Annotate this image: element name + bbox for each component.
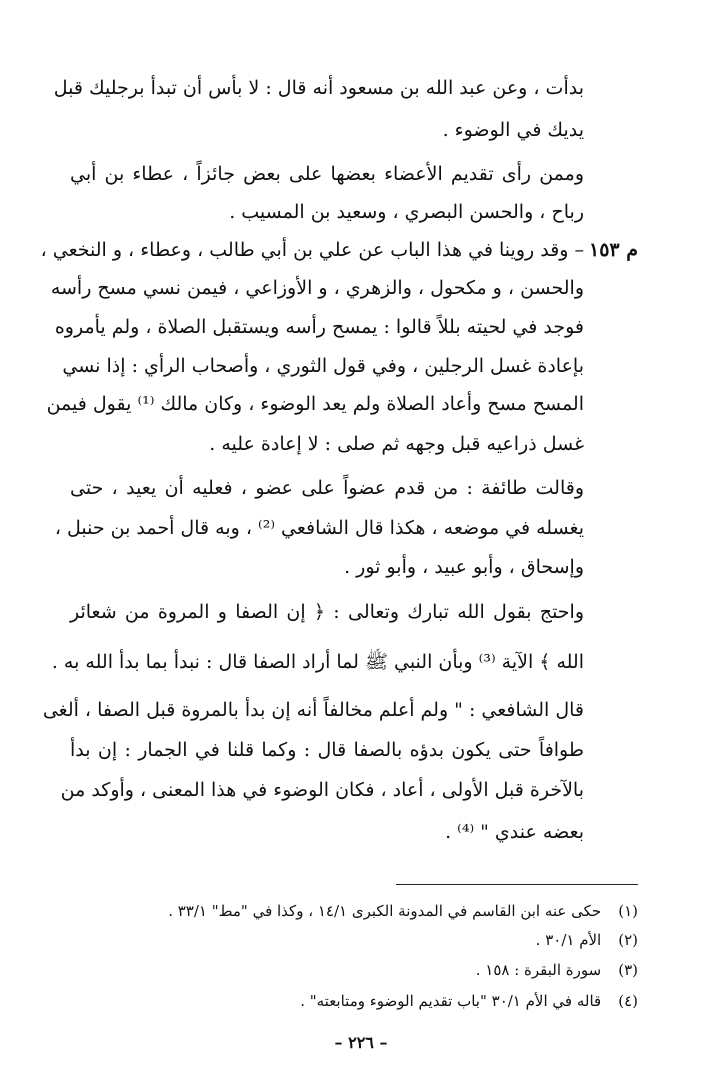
text-line: الله ﴾ الآية ⁽³⁾ وبأن النبي ﷺ لما أراد الصفا قال : نبدأ بما بدأ الله به . — [51, 651, 584, 673]
text-line: بدأت ، وعن عبد الله بن مسعود أنه قال : لا بأس أن تبدأ برجليك قبل — [53, 77, 584, 99]
text-line: – وقد روينا في هذا الباب عن علي بن أبي طالب ، وعطاء ، و النخعي ، — [40, 239, 584, 261]
text-line: بإعادة غسل الرجلين ، وفي قول الثوري ، وأصحاب الرأي : إذا نسي — [62, 355, 584, 377]
footnote-text: قاله في الأم ٣٠/١ "باب تقديم الوضوء ومتابعته" . — [300, 992, 602, 1010]
text-line: رباح ، والحسن البصري ، وسعيد بن المسيب . — [229, 201, 584, 223]
text-line: غسل ذراعيه قبل وجهه ثم صلى : لا إعادة عليه . — [209, 433, 584, 455]
footnote-text: الأم ٣٠/١ . — [535, 931, 602, 949]
text-line: وقالت طائفة : من قدم عضواً على عضو ، فعليه أن يعيد ، حتى — [70, 477, 584, 499]
section-marker: م ١٥٣ — [588, 239, 638, 261]
footnote-number: (٤) — [618, 992, 638, 1010]
text-line: المسح مسح وأعاد الصلاة ولم يعد الوضوء ، وكان مالك ⁽¹⁾ يقول فيمن — [46, 393, 584, 415]
text-line: بالآخرة قبل الأولى ، أعاد ، فكان الوضوء في هذا المعنى ، وأوكد من — [60, 779, 584, 801]
text-line: يغسله في موضعه ، هكذا قال الشافعي ⁽²⁾ ، وبه قال أحمد بن حنبل ، — [54, 517, 584, 539]
footnote — [476, 959, 638, 981]
footnote — [536, 929, 638, 951]
footnote-separator — [396, 884, 638, 885]
text-line: يديك في الوضوء . — [442, 119, 584, 141]
text-line: طوافاً حتى يكون بدؤه بالصفا قال : وكما قلنا في الجمار : إن بدأ — [70, 739, 584, 761]
text-line: فوجد في لحيته بللاً قالوا : يمسح رأسه ويستقبل الصلاة ، ولم يأمروه — [54, 316, 584, 338]
text-line: قال الشافعي : " ولم أعلم مخالفاً أنه إن بدأ بالمروة قبل الصفا ، ألغى — [42, 699, 584, 721]
text-line: وإسحاق ، وأبو عبيد ، وأبو ثور . — [344, 556, 584, 578]
footnote-text: سورة البقرة : ١٥٨ . — [475, 961, 602, 979]
footnote — [300, 990, 638, 1012]
footnote-number: (١) — [618, 902, 638, 920]
page-number: – ٢٢٦ – — [334, 1033, 388, 1052]
footnote-text: حكى عنه ابن القاسم في المدونة الكبرى ١٤/١ ، وكذا في "مط" ٣٣/١ . — [168, 902, 602, 920]
footnote-number: (٢) — [618, 931, 638, 949]
text-line: وممن رأى تقديم الأعضاء بعضها على بعض جائزاً ، عطاء بن أبي — [70, 163, 584, 185]
text-line: والحسن ، و مكحول ، والزهري ، و الأوزاعي ، فيمن نسي مسح رأسه — [50, 277, 584, 299]
footnote — [168, 900, 638, 922]
text-line: واحتج بقول الله تبارك وتعالى : ﴿ إن الصفا و المروة من شعائر — [70, 601, 584, 623]
text-line: بعضه عندي " ⁽⁴⁾ . — [445, 821, 584, 843]
footnote-number: (٣) — [618, 961, 638, 979]
